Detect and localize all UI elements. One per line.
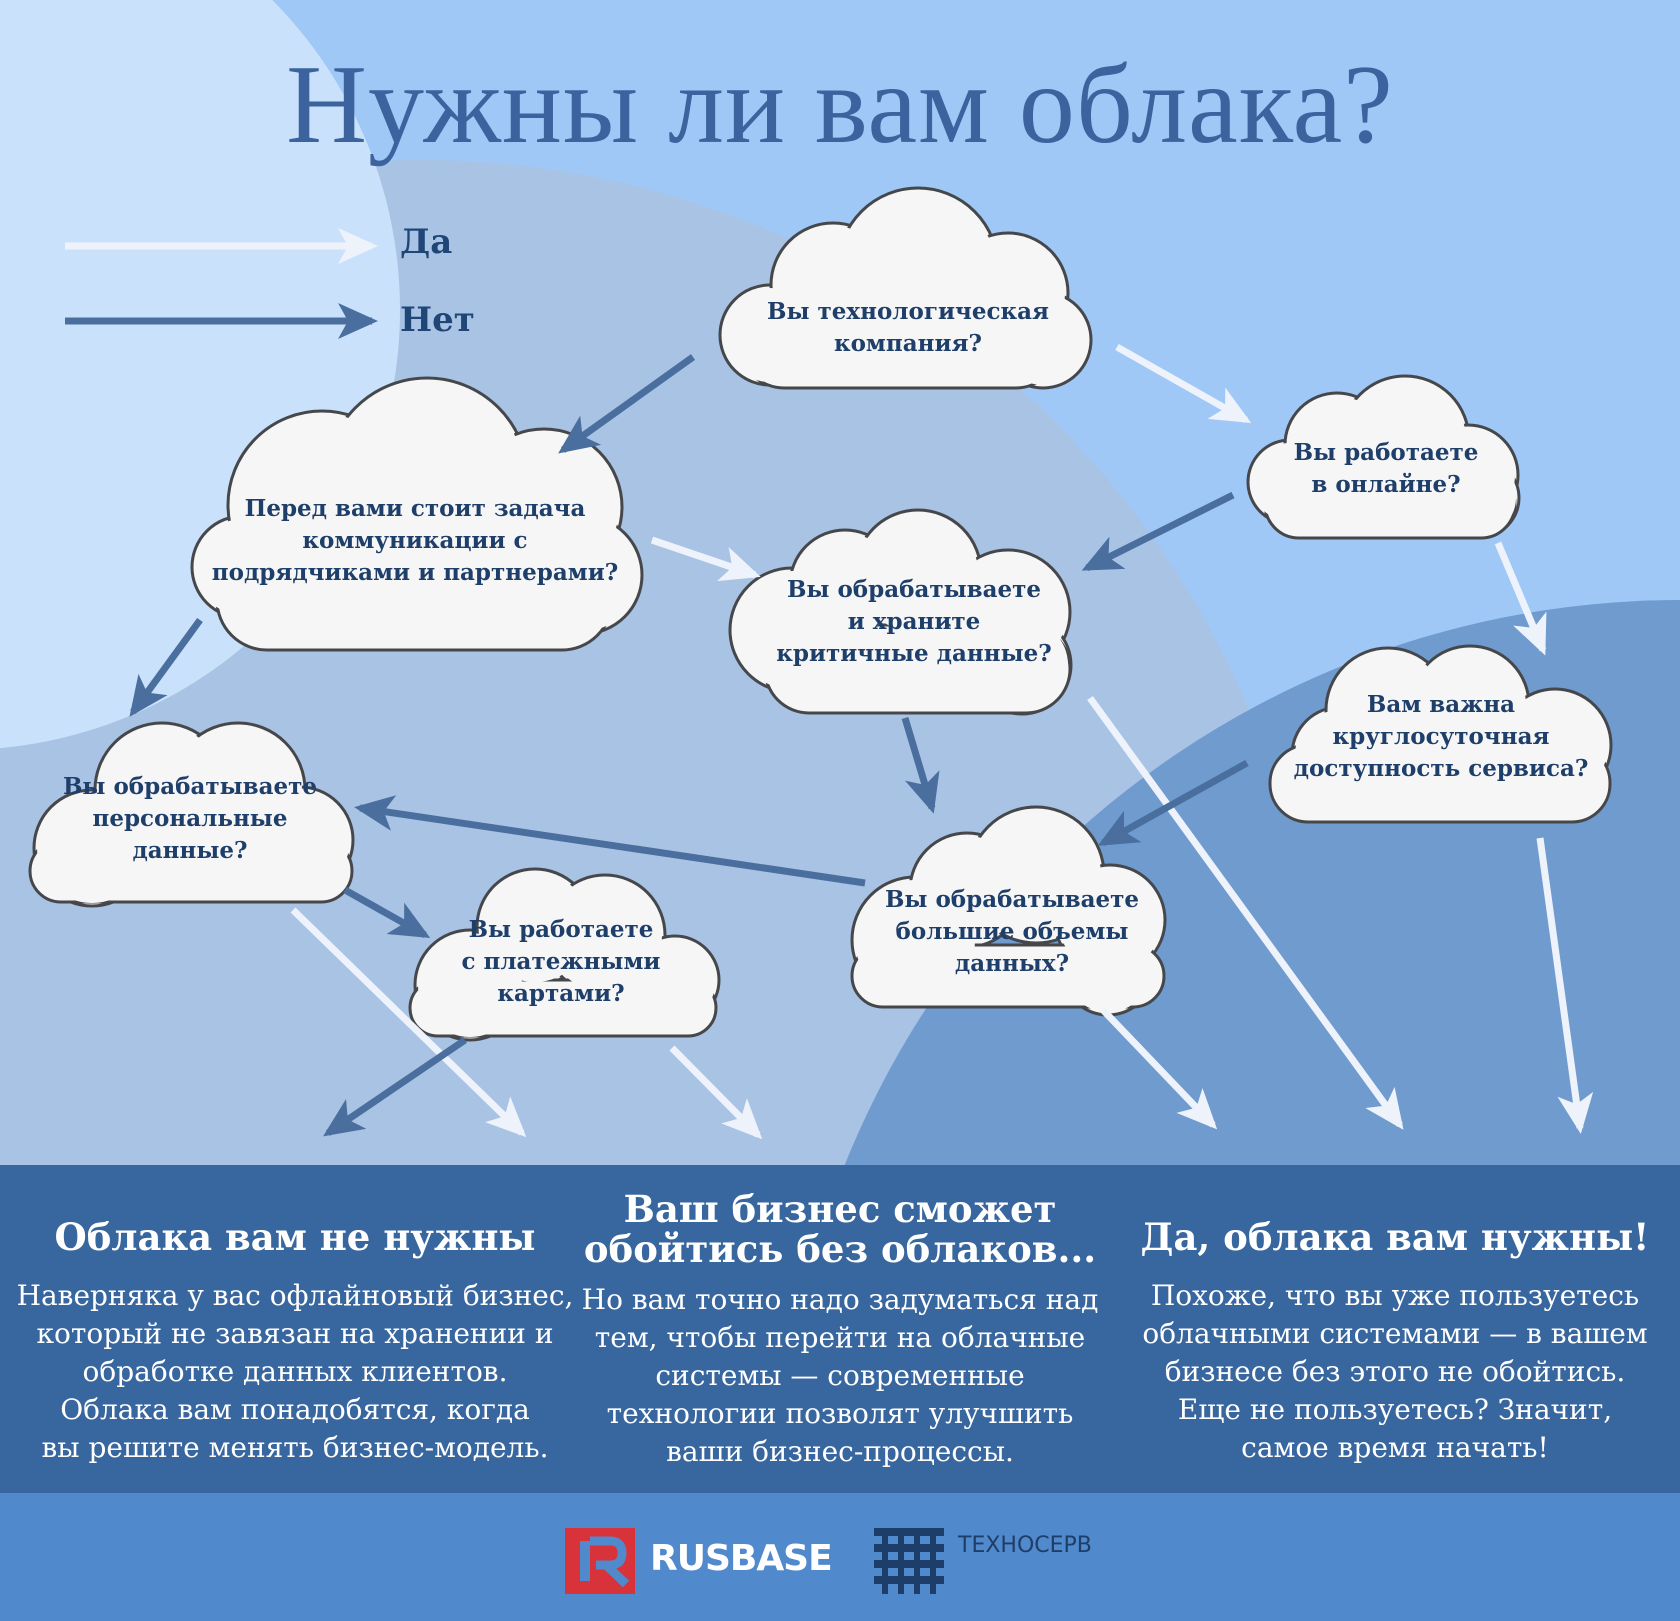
result-maybe-text: Но вам точно надо задуматься над тем, чтобы перейти на облачные системы — современные технологии позволят улучшить ваши бизнес-процессы. (581, 1283, 1099, 1468)
technoserv-logo-text: ТЕХНОСЕРВ (958, 1533, 1092, 1558)
question-availability: Вам важна круглосуточная доступность сервиса? (1293, 691, 1589, 782)
legend-yes-label: Да (400, 222, 453, 262)
arrow-cards-no (328, 1040, 465, 1133)
arrow-personal-no (345, 890, 425, 935)
arrow-critical-no (905, 718, 932, 808)
arrow-comm-no (133, 620, 200, 712)
arrow-availability-no (1103, 763, 1247, 843)
question-personal: Вы обрабатывае​те персональные данные? (62, 773, 318, 864)
arrow-cards-yes (672, 1048, 758, 1135)
question-cards: Вы работаете с платежными картами? (461, 916, 661, 1007)
arrow-availability-yes (1540, 838, 1580, 1128)
result-yes-cloud-title: Да, облака вам нужны! (1140, 1215, 1650, 1259)
page-title: Нужны ли вам облака? (286, 43, 1394, 167)
legend-no-label: Нет (400, 300, 475, 340)
arrow-bigdata-yes (1103, 1010, 1213, 1125)
result-no-cloud (0, 1217, 590, 1467)
footer (0, 1493, 1680, 1621)
arrow-online-yes (1498, 543, 1543, 650)
result-yes-cloud (1110, 1217, 1680, 1467)
result-no-cloud-text: Наверняка у вас офлайновый бизнес, который не завязан на хранении и обработке данных клиентов. Облака вам понадобятся, когда вы решите менять бизнес-модель. (16, 1279, 574, 1464)
arrow-online-no (1087, 495, 1233, 568)
question-critical: Вы обрабатываете и храните критичные данные? (776, 576, 1052, 667)
question-comm: Перед вами стоит задача коммуникации с подрядчиками и партнерами? (211, 495, 619, 586)
question-online: Вы работаете в онлайне? (1293, 439, 1479, 498)
result-maybe-title: Ваш бизнес сможет обойтись без облаков... (583, 1187, 1097, 1271)
question-tech: Вы технологическая компания? (767, 298, 1049, 357)
rusbase-logo-text: RUSBASE (650, 1538, 832, 1579)
result-maybe (560, 1189, 1120, 1471)
result-no-cloud-title: Облака вам не нужны (54, 1215, 536, 1259)
results-band (0, 1165, 1680, 1493)
arrow-comm-yes (652, 540, 755, 575)
arrow-tech-no (563, 357, 693, 450)
arrow-bigdata-no (360, 808, 865, 883)
question-bigdata: Вы обрабатываете большие объемы данных? (884, 886, 1140, 977)
arrow-tech-yes (1117, 347, 1246, 420)
result-yes-cloud-text: Похоже, что вы уже пользуетесь облачными системами — в вашем бизнесе без этого не обойтись. Еще не пользуетесь? Значит, самое время начать! (1142, 1279, 1648, 1464)
